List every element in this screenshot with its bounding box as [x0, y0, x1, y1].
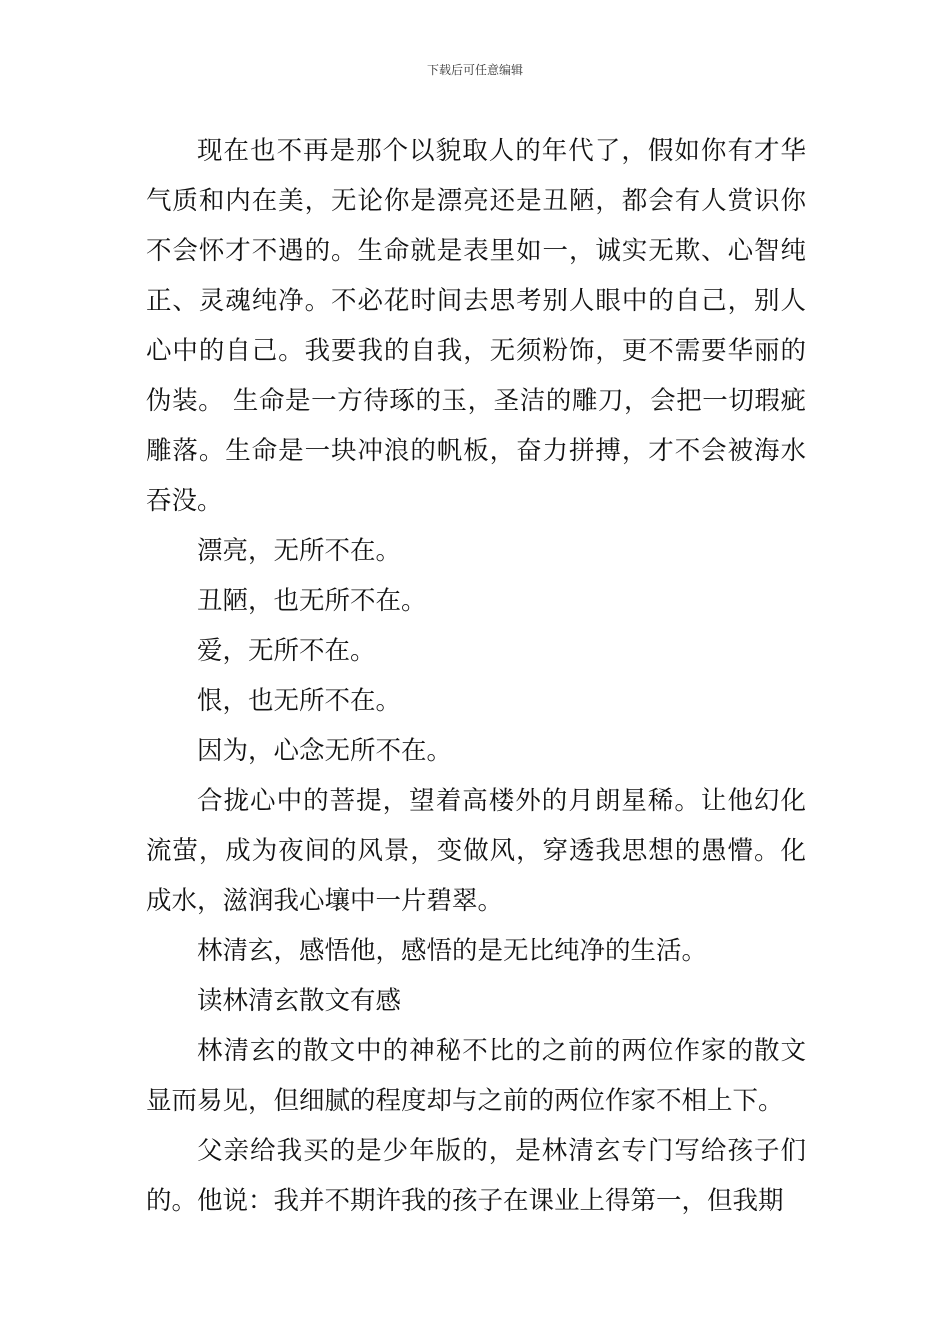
document-body [146, 126, 806, 1226]
paragraph: 林清玄，感悟他，感悟的是无比纯净的生活。 [197, 936, 708, 966]
paragraph: 漂亮，无所不在。 [197, 536, 402, 566]
page-header: 下载后可任意编辑 [426, 63, 523, 77]
paragraph: 现在也不再是那个以貌取人的年代了，假如你有才华气质和内在美，无论你是漂亮还是丑陋，都会有人赏识你不会怀才不遇的。生命就是表里如一，诚实无欺、心智纯正、灵魂纯净。不必花时间去思考别人眼中的自己，别人心中的自己。我要我的自我，无须粉饰，更不需要华丽的伪装。 生命是一方待琢的玉，圣洁的雕刀，会把一切瑕疵雕落。生命是一块冲浪的帆板，奋力拼搏，才不会被海水吞没。 [146, 136, 806, 516]
paragraph: 父亲给我买的是少年版的，是林清玄专门写给孩子们的。他说：我并不期许我的孩子在课业上得第一，但我期 [146, 1136, 806, 1216]
paragraph: 合拢心中的菩提，望着高楼外的月朗星稀。让他幻化流萤，成为夜间的风景，变做风，穿透我思想的愚懵。化成水，滋润我心壤中一片碧翠。 [146, 786, 806, 916]
paragraph: 林清玄的散文中的神秘不比的之前的两位作家的散文显而易见，但细腻的程度却与之前的两位作家不相上下。 [146, 1036, 806, 1116]
paragraph: 丑陋，也无所不在。 [197, 586, 427, 616]
paragraph: 爱，无所不在。 [197, 636, 376, 666]
paragraph: 恨，也无所不在。 [197, 686, 402, 716]
section-heading: 读林清玄散文有感 [197, 986, 402, 1016]
paragraph: 因为，心念无所不在。 [197, 736, 453, 766]
